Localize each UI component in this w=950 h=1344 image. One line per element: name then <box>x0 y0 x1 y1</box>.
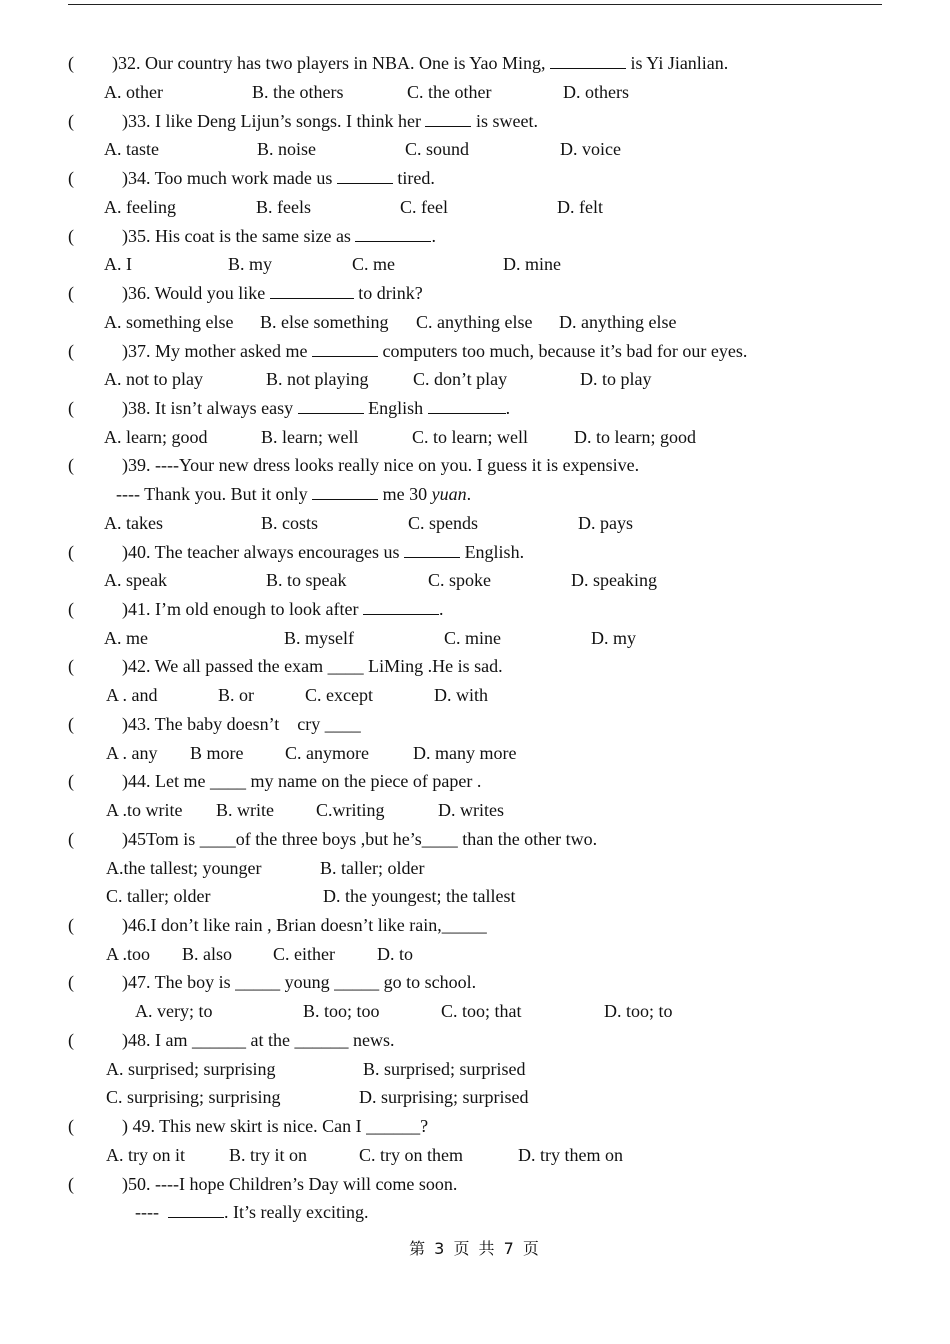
answer-paren: ( <box>68 455 74 475</box>
option-d: D. to play <box>580 369 652 389</box>
option-c: C. too; that <box>441 1001 522 1021</box>
option-a: A. not to play <box>104 369 203 389</box>
question-32: )32. Our country has two players in NBA. One is Yao Ming, is Yi Jianlian. <box>112 53 729 73</box>
option-d: D. my <box>591 628 636 648</box>
answer-paren: ( <box>68 599 74 619</box>
option-b: B more <box>190 743 244 763</box>
option-b: B. noise <box>257 139 317 159</box>
question-44: )44. Let me ____ my name on the piece of paper . <box>122 771 482 791</box>
option-c: C. except <box>305 685 373 705</box>
question-38: )38. It isn’t always easy English . <box>122 398 511 418</box>
question-39-reply: ---- Thank you. But it only me 30 yuan. <box>116 484 472 504</box>
option-a: A.the tallest; younger <box>106 858 262 878</box>
option-b: B. also <box>182 944 233 964</box>
option-a: A. very; to <box>135 1001 213 1021</box>
answer-paren: ( <box>68 656 74 676</box>
answer-paren: ( <box>68 398 74 418</box>
option-c: C. taller; older <box>106 886 211 906</box>
option-b: B. the others <box>252 82 344 102</box>
option-d: D. voice <box>560 139 621 159</box>
option-b: B. surprised; surprised <box>363 1059 526 1079</box>
page-number: 第 3 页 共 7 页 <box>409 1239 541 1258</box>
option-a: A . any <box>106 743 158 763</box>
answer-paren: ( <box>68 972 74 992</box>
option-a: A. taste <box>104 139 159 159</box>
question-33: )33. I like Deng Lijun’s songs. I think her is sweet. <box>122 111 538 131</box>
answer-paren: ( <box>68 53 74 73</box>
option-c: C. me <box>352 254 395 274</box>
option-c: C. try on them <box>359 1145 463 1165</box>
option-d: D. others <box>563 82 629 102</box>
option-b: B. to speak <box>266 570 347 590</box>
option-b: B. not playing <box>266 369 369 389</box>
option-d: D. to learn; good <box>574 427 696 447</box>
option-d: D. too; to <box>604 1001 673 1021</box>
answer-paren: ( <box>68 341 74 361</box>
question-35: )35. His coat is the same size as . <box>122 226 436 246</box>
option-a: A. learn; good <box>104 427 208 447</box>
answer-paren: ( <box>68 829 74 849</box>
option-d: D. anything else <box>559 312 677 332</box>
top-rule <box>68 4 882 5</box>
option-b: B. else something <box>260 312 389 332</box>
option-d: D. with <box>434 685 488 705</box>
option-c: C. anymore <box>285 743 369 763</box>
option-d: D. try them on <box>518 1145 623 1165</box>
answer-paren: ( <box>68 1174 74 1194</box>
option-a: A .to write <box>106 800 183 820</box>
option-d: D. felt <box>557 197 603 217</box>
question-34: )34. Too much work made us tired. <box>122 168 435 188</box>
question-43: )43. The baby doesn’t cry ____ <box>122 714 361 734</box>
option-c: C. either <box>273 944 335 964</box>
option-d: D. the youngest; the tallest <box>323 886 516 906</box>
option-a: A. something else <box>104 312 234 332</box>
option-c: C. spends <box>408 513 479 533</box>
question-50-reply: ---- . It’s really exciting. <box>135 1202 369 1222</box>
option-b: B. costs <box>261 513 319 533</box>
question-42: )42. We all passed the exam ____ LiMing .He is sad. <box>122 656 503 676</box>
option-b: B. learn; well <box>261 427 359 447</box>
answer-paren: ( <box>68 1030 74 1050</box>
option-b: B. my <box>228 254 273 274</box>
option-c: C. mine <box>444 628 501 648</box>
answer-paren: ( <box>68 111 74 131</box>
answer-paren: ( <box>68 1116 74 1136</box>
question-41: )41. I’m old enough to look after . <box>122 599 444 619</box>
option-d: D. many more <box>413 743 517 763</box>
answer-paren: ( <box>68 714 74 734</box>
option-a: A . and <box>106 685 158 705</box>
option-a: A. surprised; surprising <box>106 1059 276 1079</box>
question-37: )37. My mother asked me computers too much, because it’s bad for our eyes. <box>122 341 748 361</box>
question-48: )48. I am ______ at the ______ news. <box>122 1030 395 1050</box>
option-a: A. feeling <box>104 197 176 217</box>
answer-paren: ( <box>68 771 74 791</box>
option-c: C. the other <box>407 82 492 102</box>
option-a: A. speak <box>104 570 167 590</box>
option-b: B. or <box>218 685 254 705</box>
option-b: B. try it on <box>229 1145 308 1165</box>
option-a: A. try on it <box>106 1145 185 1165</box>
answer-paren: ( <box>68 226 74 246</box>
option-d: D. to <box>377 944 413 964</box>
option-d: D. surprising; surprised <box>359 1087 529 1107</box>
question-45: )45Tom is ____of the three boys ,but he’s____ than the other two. <box>122 829 598 849</box>
option-d: D. writes <box>438 800 504 820</box>
question-46: )46.I don’t like rain , Brian doesn’t like rain,_____ <box>122 915 487 935</box>
option-c: C.writing <box>316 800 385 820</box>
option-a: A. takes <box>104 513 163 533</box>
option-c: C. to learn; well <box>412 427 528 447</box>
answer-paren: ( <box>68 283 74 303</box>
option-a: A .too <box>106 944 151 964</box>
option-b: B. taller; older <box>320 858 425 878</box>
option-d: D. pays <box>578 513 633 533</box>
option-b: B. write <box>216 800 274 820</box>
option-a: A. other <box>104 82 163 102</box>
answer-paren: ( <box>68 915 74 935</box>
option-b: B. myself <box>284 628 354 648</box>
option-a: A. I <box>104 254 132 274</box>
question-39: )39. ----Your new dress looks really nice on you. I guess it is expensive. <box>122 455 640 475</box>
option-c: C. don’t play <box>413 369 508 389</box>
option-d: D. speaking <box>571 570 657 590</box>
option-b: B. feels <box>256 197 311 217</box>
option-c: C. feel <box>400 197 448 217</box>
option-a: A. me <box>104 628 148 648</box>
option-c: C. sound <box>405 139 470 159</box>
question-50: )50. ----I hope Children’s Day will come soon. <box>122 1174 458 1194</box>
option-c: C. spoke <box>428 570 491 590</box>
question-47: )47. The boy is _____ young _____ go to school. <box>122 972 477 992</box>
answer-paren: ( <box>68 168 74 188</box>
question-40: )40. The teacher always encourages us English. <box>122 542 525 562</box>
answer-paren: ( <box>68 542 74 562</box>
option-b: B. too; too <box>303 1001 380 1021</box>
option-c: C. surprising; surprising <box>106 1087 281 1107</box>
option-c: C. anything else <box>416 312 533 332</box>
question-36: )36. Would you like to drink? <box>122 283 423 303</box>
option-d: D. mine <box>503 254 561 274</box>
question-49: ) 49. This new skirt is nice. Can I ______? <box>122 1116 429 1136</box>
